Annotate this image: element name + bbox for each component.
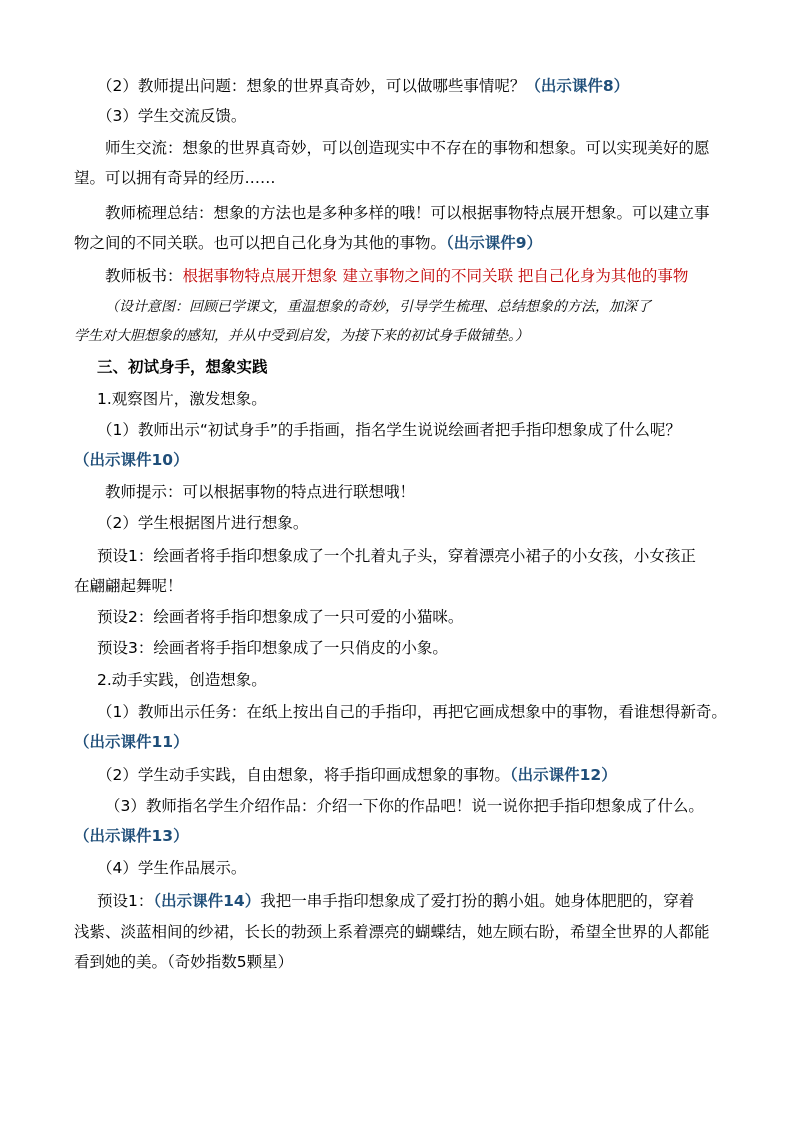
blackboard-line: 教师板书：根据事物特点展开想象 建立事物之间的不同关联 把自己化身为其他的事物 bbox=[105, 267, 689, 285]
courseware-ref: （出示课件9） bbox=[446, 234, 543, 252]
para-line: （2）学生根据图片进行想象。 bbox=[97, 514, 309, 532]
para-line: 2.动手实践，创造想象。 bbox=[97, 671, 267, 689]
para-line: 预设2：绘画者将手指印想象成了一只可爱的小猫咪。 bbox=[97, 608, 464, 626]
courseware-ref: （出示课件13） bbox=[74, 827, 189, 845]
para-line bbox=[74, 732, 730, 752]
courseware-ref: （出示课件8） bbox=[525, 77, 630, 95]
section-heading: 三、初试身手，想象实践 bbox=[97, 358, 268, 376]
para-line: （1）教师出示任务：在纸上按出自己的手指印，再把它画成想象中的事物，看谁想得新奇。 bbox=[97, 703, 727, 721]
para-line: 望。可以拥有奇异的经历…… bbox=[74, 169, 276, 187]
para-line: 预设1：（出示课件14）我把一串手指印想象成了爱打扮的鹅小姐。她身体肥肥的，穿着 bbox=[97, 892, 695, 910]
para-line: 师生交流：想象的世界真奇妙，可以创造现实中不存在的事物和想象。可以实现美好的愿 bbox=[105, 139, 710, 157]
para-line: 教师提示：可以根据事物的特点进行联想哦！ bbox=[105, 483, 416, 501]
courseware-ref: （出示课件10） bbox=[74, 451, 189, 469]
blackboard-text: 根据事物特点展开想象 建立事物之间的不同关联 把自己化身为其他的事物 bbox=[182, 267, 689, 285]
courseware-ref: （出示课件11） bbox=[74, 733, 189, 751]
para-line: 看到她的美。（奇妙指数5颗星） bbox=[74, 953, 294, 971]
para-line: 预设3：绘画者将手指印想象成了一只俏皮的小象。 bbox=[97, 639, 448, 657]
para-line bbox=[74, 826, 730, 846]
courseware-ref: （出示课件12） bbox=[509, 766, 617, 784]
design-intent-line: 学生对大胆想象的感知，并从中受到启发，为接下来的初试身手做铺垫。） bbox=[74, 328, 529, 344]
para-line: （3）学生交流反馈。 bbox=[97, 107, 247, 125]
para-line: （3）教师指名学生介绍作品：介绍一下你的作品吧！说一说你把手指印想象成了什么。 bbox=[105, 797, 704, 815]
design-intent-line: （设计意图：回顾已学课文，重温想象的奇妙，引导学生梳理、总结想象的方法，加深了 bbox=[105, 299, 651, 315]
para-line: 在翩翩起舞呢！ bbox=[74, 577, 183, 595]
para-line: 教师梳理总结：想象的方法也是多种多样的哦！可以根据事物特点展开想象。可以建立事 bbox=[105, 204, 710, 222]
para-line: （2）学生动手实践，自由想象，将手指印画成想象的事物。（出示课件12） bbox=[97, 766, 617, 784]
para-line: 1.观察图片，激发想象。 bbox=[97, 390, 267, 408]
para-line: 预设1：绘画者将手指印想象成了一个扎着丸子头，穿着漂亮小裙子的小女孩，小女孩正 bbox=[97, 547, 696, 565]
para-line: （4）学生作品展示。 bbox=[97, 859, 247, 877]
para-line: （1）教师出示“初试身手”的手指画，指名学生说说绘画者把手指印想象成了什么呢？ bbox=[97, 421, 681, 439]
para-line bbox=[74, 450, 730, 470]
para-line: 浅紫、淡蓝相间的纱裙，长长的勃颈上系着漂亮的蝴蝶结，她左顾右盼，希望全世界的人都能 bbox=[74, 923, 710, 941]
courseware-ref: （出示课件14） bbox=[153, 892, 261, 910]
para-line: 物之间的不同关联。也可以把自己化身为其他的事物。（出示课件9） bbox=[74, 234, 543, 252]
para-line: （2）教师提出问题：想象的世界真奇妙，可以做哪些事情呢？（出示课件8） bbox=[97, 77, 630, 95]
